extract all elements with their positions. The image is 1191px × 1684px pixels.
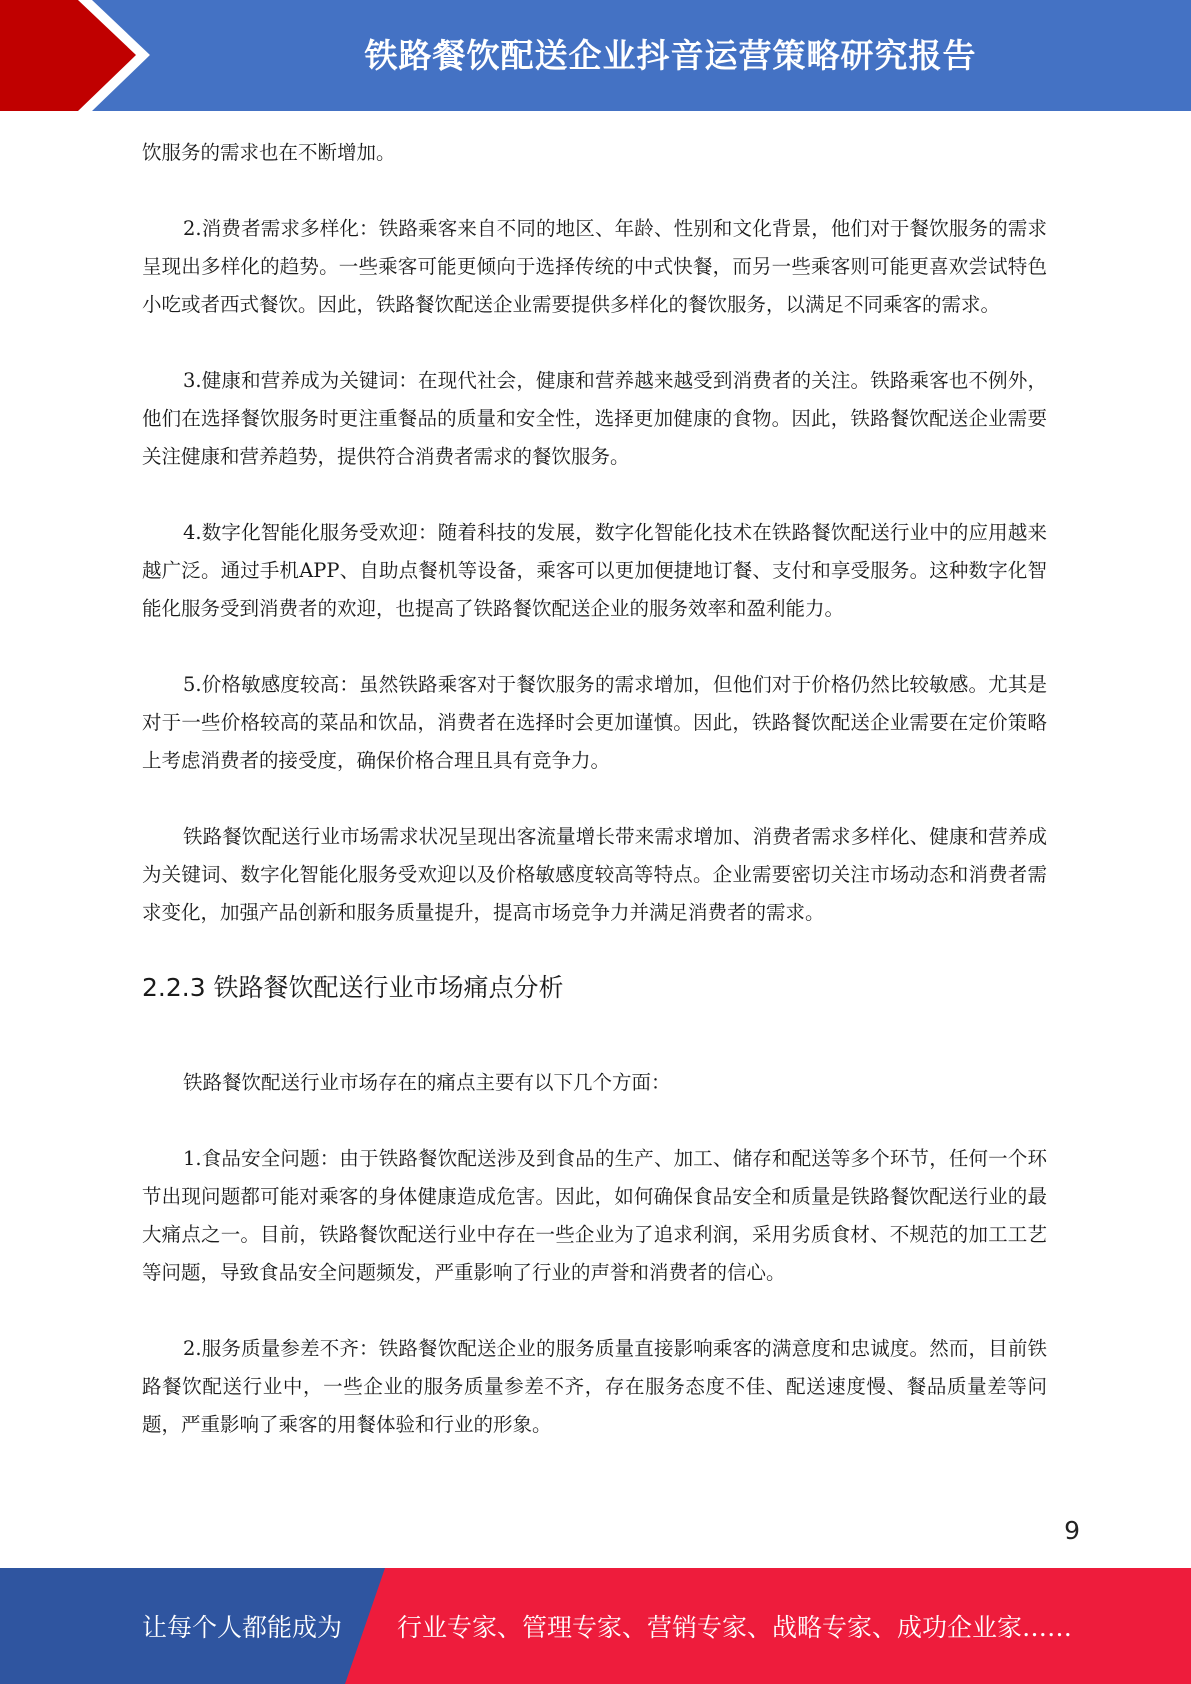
- paragraph-consumer-diversity: 2.消费者需求多样化：铁路乘客来自不同的地区、年龄、性别和文化背景，他们对于餐饮服务的需求呈现出多样化的趋势。一些乘客可能更倾向于选择传统的中式快餐，而另一些乘客则可能更喜欢尝试特色小吃或者西式餐饮。因此，铁路餐饮配送企业需要提供多样化的餐饮服务，以满足不同乘客的需求。: [142, 217, 1047, 316]
- paragraph-food-safety: 1.食品安全问题：由于铁路餐饮配送涉及到食品的生产、加工、储存和配送等多个环节，任何一个环节出现问题都可能对乘客的身体健康造成危害。因此，如何确保食品安全和质量是铁路餐饮配送行业的最大痛点之一。目前，铁路餐饮配送行业中存在一些企业为了追求利润，采用劣质食材、不规范的加工工艺等问题，导致食品安全问题频发，严重影响了行业的声誉和消费者的信心。: [142, 1147, 1047, 1284]
- paragraph-demand-summary: 铁路餐饮配送行业市场需求状况呈现出客流量增长带来需求增加、消费者需求多样化、健康和营养成为关键词、数字化智能化服务受欢迎以及价格敏感度较高等特点。企业需要密切关注市场动态和消费者需求变化，加强产品创新和服务质量提升，提高市场竞争力并满足消费者的需求。: [142, 825, 1047, 924]
- paragraph-service-quality: 2.服务质量参差不齐：铁路餐饮配送企业的服务质量直接影响乘客的满意度和忠诚度。然而，目前铁路餐饮配送行业中，一些企业的服务质量参差不齐，存在服务态度不佳、配送速度慢、餐品质量差等问题，严重影响了乘客的用餐体验和行业的形象。: [142, 1337, 1047, 1436]
- footer-slogan-right: 行业专家、管理专家、营销专家、战略专家、成功企业家……: [397, 1613, 1073, 1642]
- page-footer: [0, 1568, 1191, 1684]
- paragraph-price-sensitivity: 5.价格敏感度较高：虽然铁路乘客对于餐饮服务的需求增加，但他们对于价格仍然比较敏感。尤其是对于一些价格较高的菜品和饮品，消费者在选择时会更加谨慎。因此，铁路餐饮配送企业需要在定价策略上考虑消费者的接受度，确保价格合理且具有竞争力。: [142, 673, 1047, 772]
- page-number: 9: [1064, 1516, 1080, 1545]
- page-header: [0, 0, 1191, 111]
- page-body: [142, 134, 1047, 1482]
- paragraph-health-nutrition: 3.健康和营养成为关键词：在现代社会，健康和营养越来越受到消费者的关注。铁路乘客也不例外，他们在选择餐饮服务时更注重餐品的质量和安全性，选择更加健康的食物。因此，铁路餐饮配送企业需要关注健康和营养趋势，提供符合消费者需求的餐饮服务。: [142, 369, 1047, 468]
- report-title: 铁路餐饮配送企业抖音运营策略研究报告: [364, 35, 977, 75]
- paragraph-digital-service: 4.数字化智能化服务受欢迎：随着科技的发展，数字化智能化技术在铁路餐饮配送行业中的应用越来越广泛。通过手机APP、自助点餐机等设备，乘客可以更加便捷地订餐、支付和享受服务。这种数字化智能化服务受到消费者的欢迎，也提高了铁路餐饮配送企业的服务效率和盈利能力。: [142, 521, 1047, 620]
- section-heading: 2.2.3 铁路餐饮配送行业市场痛点分析: [142, 973, 564, 1002]
- paragraph-pain-points-intro: 铁路餐饮配送行业市场存在的痛点主要有以下几个方面：: [183, 1071, 671, 1094]
- header-red-arrow: [0, 0, 150, 111]
- paragraph-continuation: 饮服务的需求也在不断增加。: [142, 141, 396, 164]
- footer-slogan-left: 让每个人都能成为: [142, 1613, 343, 1642]
